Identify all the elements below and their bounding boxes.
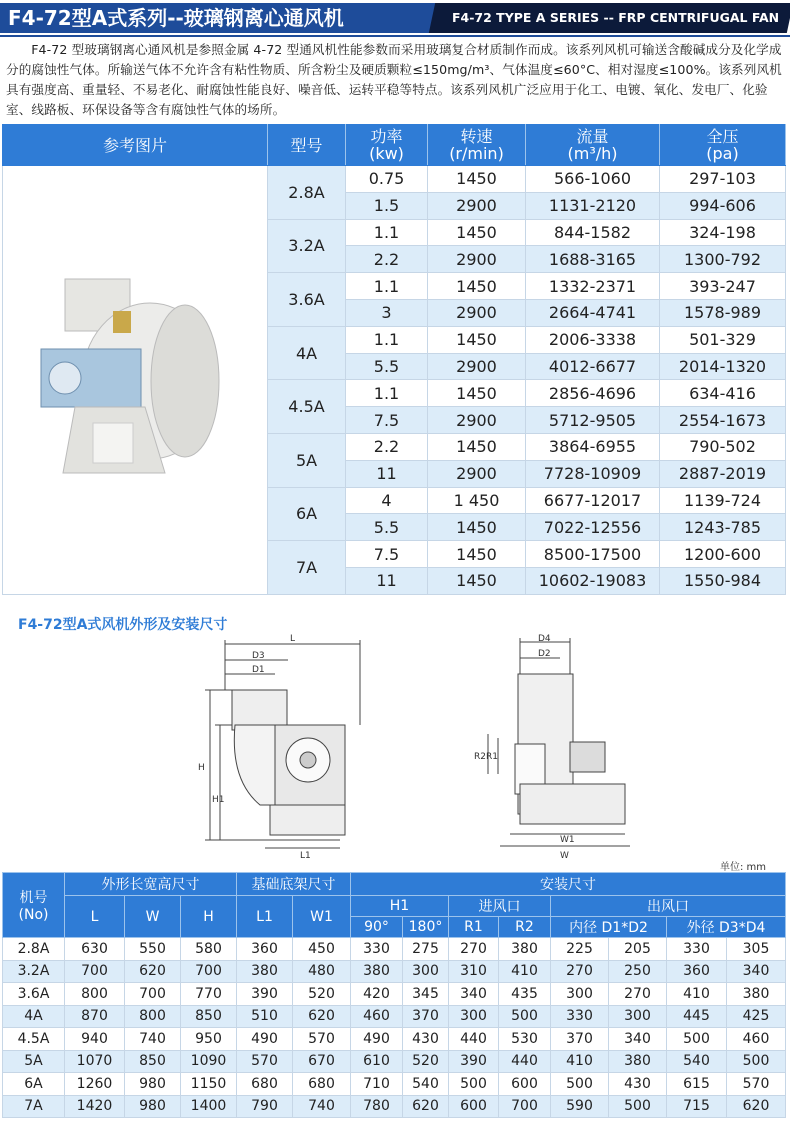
model-cell: 3.2A (3, 960, 65, 983)
table-cell: 1450 (428, 326, 526, 353)
table-row (3, 1073, 786, 1096)
table-cell: 850 (181, 1005, 237, 1028)
table-cell: 310 (449, 960, 499, 983)
table-cell: 11 (346, 460, 428, 487)
side-view-drawing (190, 630, 400, 860)
model-cell: 4A (3, 1005, 65, 1028)
dimensions-table (2, 872, 786, 1118)
col-flow: 流量 (m³/h) (526, 125, 660, 166)
table-cell: 300 (449, 1005, 499, 1028)
table-cell: 2.2 (346, 433, 428, 460)
table-cell: 225 (551, 938, 609, 961)
table-cell: 790-502 (660, 433, 786, 460)
table-cell: 1450 (428, 514, 526, 541)
table-cell: 1578-989 (660, 299, 786, 326)
col-image: 参考图片 (3, 125, 268, 166)
table-cell: 2856-4696 (526, 380, 660, 407)
table-cell: 790 (237, 1095, 293, 1118)
table-cell: 420 (351, 983, 403, 1006)
dim-col-L: L (65, 896, 125, 938)
table-cell: 530 (499, 1028, 551, 1051)
table-cell: 620 (125, 960, 181, 983)
table-row (3, 938, 786, 961)
table-cell: 800 (65, 983, 125, 1006)
front-view-drawing (460, 634, 640, 864)
table-cell: 490 (351, 1028, 403, 1051)
model-cell: 7A (268, 541, 346, 595)
table-cell: 270 (449, 938, 499, 961)
table-cell: 2900 (428, 353, 526, 380)
table-cell: 8500-17500 (526, 541, 660, 568)
table-cell: 700 (499, 1095, 551, 1118)
table-cell: 300 (403, 960, 449, 983)
table-cell: 2887-2019 (660, 460, 786, 487)
dim-label-R1: R1 (486, 752, 498, 762)
table-row (3, 983, 786, 1006)
dim-label-D1: D1 (252, 665, 265, 675)
table-cell: 340 (609, 1028, 667, 1051)
table-cell: 4012-6677 (526, 353, 660, 380)
table-cell: 570 (727, 1073, 786, 1096)
table-cell: 500 (609, 1095, 667, 1118)
dim-col-outer: 外径 D3*D4 (667, 917, 786, 938)
table-cell: 566-1060 (526, 166, 660, 193)
table-cell: 1131-2120 (526, 192, 660, 219)
table-cell: 11 (346, 567, 428, 594)
table-cell: 2.2 (346, 246, 428, 273)
table-cell: 600 (499, 1073, 551, 1096)
table-cell: 520 (293, 983, 351, 1006)
table-cell: 980 (125, 1095, 181, 1118)
table-cell: 380 (351, 960, 403, 983)
header-divider (0, 35, 790, 37)
table-cell: 2006-3338 (526, 326, 660, 353)
performance-table (2, 124, 786, 595)
table-cell: 2900 (428, 407, 526, 434)
table-cell: 0.75 (346, 166, 428, 193)
table-cell: 600 (449, 1095, 499, 1118)
table-cell: 1139-724 (660, 487, 786, 514)
table-cell: 1450 (428, 433, 526, 460)
table-cell: 700 (125, 983, 181, 1006)
table-cell: 380 (499, 938, 551, 961)
table-cell: 1450 (428, 273, 526, 300)
dim-col-outline: 外形长宽高尺寸 (65, 873, 237, 896)
dim-col-model: 机号 (No) (3, 873, 65, 938)
model-cell: 4.5A (268, 380, 346, 434)
table-cell: 1688-3165 (526, 246, 660, 273)
fan-photo-icon (35, 273, 235, 483)
page-header (0, 0, 790, 40)
table-cell: 7022-12556 (526, 514, 660, 541)
dim-label-D4: D4 (538, 634, 551, 644)
table-cell: 2900 (428, 192, 526, 219)
table-cell: 7728-10909 (526, 460, 660, 487)
table-cell: 425 (727, 1005, 786, 1028)
performance-row (3, 166, 786, 193)
table-cell: 620 (293, 1005, 351, 1028)
table-cell: 1450 (428, 567, 526, 594)
table-cell: 440 (499, 1050, 551, 1073)
table-cell: 680 (293, 1073, 351, 1096)
table-cell: 450 (293, 938, 351, 961)
table-cell: 460 (727, 1028, 786, 1051)
table-cell: 580 (181, 938, 237, 961)
table-cell: 1090 (181, 1050, 237, 1073)
dim-label-R2: R2 (474, 752, 486, 762)
table-cell: 435 (499, 983, 551, 1006)
title-cn: F4-72型A式系列--玻璃钢离心通风机 (0, 3, 440, 33)
model-cell: 3.2A (268, 219, 346, 273)
table-cell: 430 (609, 1073, 667, 1096)
table-cell: 1.5 (346, 192, 428, 219)
table-cell: 6677-12017 (526, 487, 660, 514)
dim-col-base: 基础底架尺寸 (237, 873, 351, 896)
table-cell: 550 (125, 938, 181, 961)
table-cell: 410 (499, 960, 551, 983)
table-cell: 1450 (428, 380, 526, 407)
dim-label-H1: H1 (212, 795, 225, 805)
title-en: F4-72 TYPE A SERIES -- FRP CENTRIFUGAL FAN (452, 10, 780, 25)
table-cell: 340 (449, 983, 499, 1006)
table-cell: 700 (181, 960, 237, 983)
table-cell: 445 (667, 1005, 727, 1028)
dim-label-W1: W1 (560, 835, 575, 845)
table-cell: 460 (351, 1005, 403, 1028)
table-row (3, 960, 786, 983)
table-cell: 770 (181, 983, 237, 1006)
table-cell: 1.1 (346, 380, 428, 407)
table-cell: 800 (125, 1005, 181, 1028)
table-cell: 1 450 (428, 487, 526, 514)
table-cell: 330 (551, 1005, 609, 1028)
table-cell: 1243-785 (660, 514, 786, 541)
table-cell: 3 (346, 299, 428, 326)
table-cell: 620 (403, 1095, 449, 1118)
model-cell: 5A (3, 1050, 65, 1073)
dim-label-D3: D3 (252, 651, 265, 661)
table-cell: 390 (449, 1050, 499, 1073)
table-cell: 715 (667, 1095, 727, 1118)
dim-col-install: 安装尺寸 (351, 873, 786, 896)
table-cell: 380 (727, 983, 786, 1006)
table-cell: 275 (403, 938, 449, 961)
table-cell: 5712-9505 (526, 407, 660, 434)
table-cell: 360 (667, 960, 727, 983)
table-cell: 510 (237, 1005, 293, 1028)
table-cell: 500 (499, 1005, 551, 1028)
table-cell: 680 (237, 1073, 293, 1096)
dim-label-W: W (560, 851, 569, 861)
table-cell: 520 (403, 1050, 449, 1073)
table-cell: 7.5 (346, 407, 428, 434)
table-cell: 700 (65, 960, 125, 983)
table-cell: 1.1 (346, 273, 428, 300)
table-cell: 270 (551, 960, 609, 983)
dim-label-D2: D2 (538, 649, 551, 659)
model-cell: 6A (3, 1073, 65, 1096)
table-cell: 2554-1673 (660, 407, 786, 434)
table-cell: 250 (609, 960, 667, 983)
dim-col-W1: W1 (293, 896, 351, 938)
model-cell: 3.6A (268, 273, 346, 327)
table-cell: 610 (351, 1050, 403, 1073)
table-cell: 440 (449, 1028, 499, 1051)
table-cell: 410 (551, 1050, 609, 1073)
table-cell: 1070 (65, 1050, 125, 1073)
dim-col-90: 90° (351, 917, 403, 938)
table-cell: 1550-984 (660, 567, 786, 594)
table-cell: 2014-1320 (660, 353, 786, 380)
table-cell: 330 (667, 938, 727, 961)
dim-label-L1: L1 (300, 851, 311, 860)
table-cell: 380 (237, 960, 293, 983)
table-cell: 590 (551, 1095, 609, 1118)
dim-col-L1: L1 (237, 896, 293, 938)
table-cell: 615 (667, 1073, 727, 1096)
table-cell: 1260 (65, 1073, 125, 1096)
dim-col-R1: R1 (449, 917, 499, 938)
table-row (3, 1095, 786, 1118)
table-cell: 780 (351, 1095, 403, 1118)
table-cell: 393-247 (660, 273, 786, 300)
table-cell: 5.5 (346, 353, 428, 380)
table-cell: 500 (667, 1028, 727, 1051)
model-cell: 4A (268, 326, 346, 380)
table-cell: 1450 (428, 166, 526, 193)
dim-col-H1: H1 (351, 896, 449, 917)
table-cell: 950 (181, 1028, 237, 1051)
performance-header-row (3, 125, 786, 166)
table-cell: 540 (667, 1050, 727, 1073)
table-cell: 540 (403, 1073, 449, 1096)
table-cell: 300 (551, 983, 609, 1006)
table-cell: 500 (449, 1073, 499, 1096)
table-cell: 1.1 (346, 326, 428, 353)
table-cell: 490 (237, 1028, 293, 1051)
table-cell: 300 (609, 1005, 667, 1028)
table-cell: 1200-600 (660, 541, 786, 568)
model-cell: 7A (3, 1095, 65, 1118)
table-cell: 501-329 (660, 326, 786, 353)
table-cell: 5.5 (346, 514, 428, 541)
table-cell: 3864-6955 (526, 433, 660, 460)
table-cell: 670 (293, 1050, 351, 1073)
table-row (3, 1028, 786, 1051)
table-cell: 500 (551, 1073, 609, 1096)
table-cell: 570 (293, 1028, 351, 1051)
table-cell: 1450 (428, 219, 526, 246)
model-cell: 3.6A (3, 983, 65, 1006)
dim-label-H: H (198, 763, 205, 773)
table-cell: 500 (727, 1050, 786, 1073)
table-cell: 345 (403, 983, 449, 1006)
model-cell: 5A (268, 433, 346, 487)
col-pressure: 全压 (pa) (660, 125, 786, 166)
model-cell: 4.5A (3, 1028, 65, 1051)
table-cell: 1400 (181, 1095, 237, 1118)
col-power: 功率 (kw) (346, 125, 428, 166)
model-cell: 6A (268, 487, 346, 541)
table-cell: 740 (125, 1028, 181, 1051)
table-cell: 390 (237, 983, 293, 1006)
table-cell: 710 (351, 1073, 403, 1096)
table-cell: 620 (727, 1095, 786, 1118)
col-model: 型号 (268, 125, 346, 166)
table-cell: 1420 (65, 1095, 125, 1118)
unit-label: 单位: mm (720, 862, 767, 873)
table-cell: 4 (346, 487, 428, 514)
table-cell: 2900 (428, 246, 526, 273)
table-cell: 870 (65, 1005, 125, 1028)
dim-col-inlet: 进风口 (449, 896, 551, 917)
intro-paragraph: F4-72 型玻璃钢离心通风机是参照金属 4-72 型通风机性能参数而采用玻璃复合材质制作而成。该系列风机可输送含酸碱成分及化学成分的腐蚀性气体。所输送气体不允许含有粘性物质、所含粉尘及硬质颗粒≤150mg/m³、气体温度≤60°C、相对湿度≤100%。该系列风机具有强度高、重量轻、不易老化、耐腐蚀性能良好、噪音低、运转平稳等特点。该系列风机广泛应用于化工、电镀、氧化、发电厂、化验室、线路板、环保设备等含有腐蚀性气体的场所。 (6, 42, 782, 117)
fan-reference-image (3, 166, 268, 595)
table-cell: 330 (351, 938, 403, 961)
table-cell: 2900 (428, 299, 526, 326)
table-cell: 844-1582 (526, 219, 660, 246)
table-row (3, 1005, 786, 1028)
title-en-banner (429, 3, 790, 33)
table-cell: 297-103 (660, 166, 786, 193)
table-cell: 270 (609, 983, 667, 1006)
table-cell: 360 (237, 938, 293, 961)
dim-label-L: L (290, 634, 296, 644)
table-cell: 205 (609, 938, 667, 961)
table-cell: 410 (667, 983, 727, 1006)
table-cell: 380 (609, 1050, 667, 1073)
table-cell: 1150 (181, 1073, 237, 1096)
table-cell: 634-416 (660, 380, 786, 407)
dim-col-R2: R2 (499, 917, 551, 938)
model-cell: 2.8A (268, 166, 346, 220)
table-cell: 1.1 (346, 219, 428, 246)
table-cell: 994-606 (660, 192, 786, 219)
section-title: F4-72型A式风机外形及安装尺寸 (18, 617, 228, 633)
table-cell: 2900 (428, 460, 526, 487)
table-cell: 340 (727, 960, 786, 983)
table-cell: 324-198 (660, 219, 786, 246)
table-cell: 570 (237, 1050, 293, 1073)
dim-col-H: H (181, 896, 237, 938)
col-speed: 转速 (r/min) (428, 125, 526, 166)
model-cell: 2.8A (3, 938, 65, 961)
table-cell: 370 (551, 1028, 609, 1051)
dim-col-outlet: 出风口 (551, 896, 786, 917)
dim-col-180: 180° (403, 917, 449, 938)
table-cell: 940 (65, 1028, 125, 1051)
table-cell: 980 (125, 1073, 181, 1096)
table-cell: 305 (727, 938, 786, 961)
dim-col-W: W (125, 896, 181, 938)
table-cell: 370 (403, 1005, 449, 1028)
dim-col-inner: 内径 D1*D2 (551, 917, 667, 938)
table-cell: 1332-2371 (526, 273, 660, 300)
table-cell: 850 (125, 1050, 181, 1073)
table-cell: 740 (293, 1095, 351, 1118)
table-cell: 480 (293, 960, 351, 983)
table-cell: 1300-792 (660, 246, 786, 273)
table-cell: 10602-19083 (526, 567, 660, 594)
table-cell: 7.5 (346, 541, 428, 568)
table-cell: 1450 (428, 541, 526, 568)
table-cell: 2664-4741 (526, 299, 660, 326)
table-cell: 430 (403, 1028, 449, 1051)
table-row (3, 1050, 786, 1073)
table-cell: 630 (65, 938, 125, 961)
